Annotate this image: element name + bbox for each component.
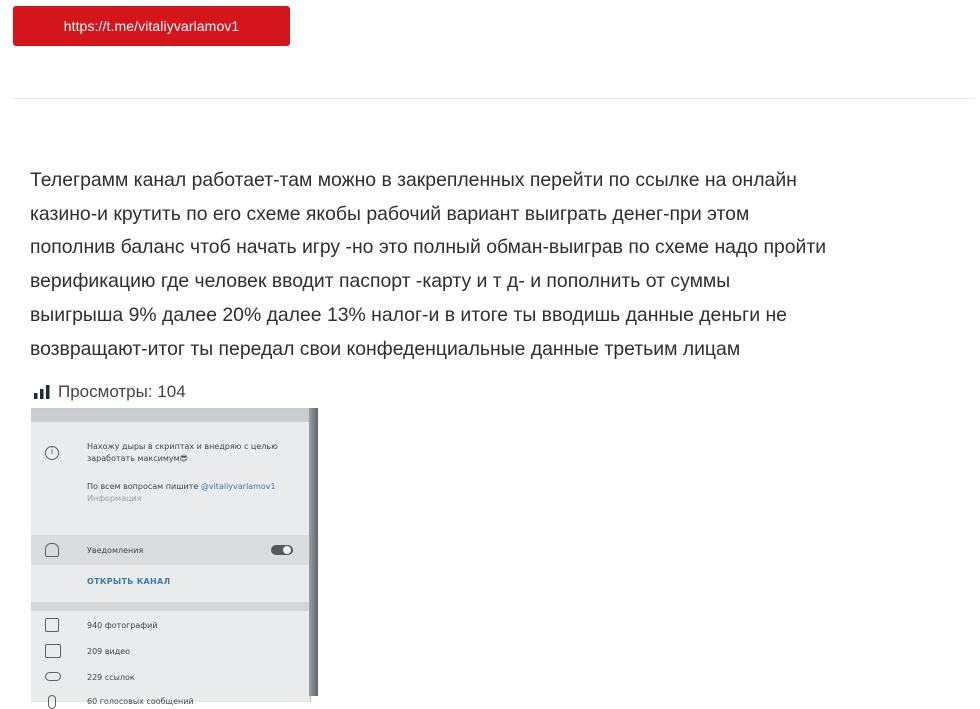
media-label: 940 фотографий bbox=[87, 621, 158, 630]
screenshot-photo bbox=[31, 408, 318, 706]
phone-bezel bbox=[309, 408, 318, 696]
media-label: 209 видео bbox=[87, 647, 131, 656]
info-line: заработать максимум😎 bbox=[87, 454, 188, 463]
contact-prefix: По всем вопросам пишите bbox=[87, 482, 201, 491]
post-line: казино-и крутить по его схеме якобы рабочий вариант выиграть денег-при этом bbox=[30, 202, 750, 225]
post-line: Телеграмм канал работает-там можно в закрепленных перейти по ссылке на онлайн bbox=[30, 169, 797, 191]
channel-link-button[interactable]: https://t.me/vitaliyvarlamov1 bbox=[13, 6, 290, 46]
post-line: возвращают-итог ты передал свои конфеденциальные данные третьим лицам bbox=[30, 337, 741, 360]
section-separator bbox=[31, 602, 310, 611]
divider bbox=[12, 98, 974, 99]
mic-icon bbox=[48, 695, 56, 709]
photo-icon bbox=[45, 618, 59, 632]
media-label: 60 голосовых сообщений bbox=[87, 697, 194, 706]
open-channel-label: ОТКРЫТЬ КАНАЛ bbox=[87, 577, 171, 586]
post-line: пополнив баланс чтоб начать игру -но это полный обман-выиграв по схеме надо пройти bbox=[30, 236, 827, 259]
post-line: верификацию где человек вводит паспорт -карту и т д- и пополнить от суммы bbox=[30, 270, 731, 293]
link-icon bbox=[45, 672, 61, 681]
contact-line bbox=[87, 482, 276, 491]
info-caption: Информация bbox=[87, 494, 142, 503]
info-line: Нахожу дыры в скриптах и внедряю с целью bbox=[87, 442, 278, 451]
notifications-toggle bbox=[271, 545, 293, 555]
post-line: выигрыша 9% далее 20% далее 13% налог-и в итоге ты вводишь данные деньги не bbox=[30, 303, 787, 326]
media-label: 229 ссылок bbox=[87, 673, 135, 682]
bell-icon bbox=[45, 543, 59, 557]
contact-handle: @vitaliyvarlamov1 bbox=[200, 482, 276, 491]
notifications-label: Уведомления bbox=[87, 546, 144, 555]
info-icon: i bbox=[45, 446, 59, 460]
video-icon bbox=[45, 644, 61, 658]
views-label: Просмотры: 104 bbox=[58, 382, 186, 401]
phone-screen bbox=[31, 422, 311, 706]
views-counter bbox=[34, 382, 186, 402]
notifications-row bbox=[31, 535, 310, 565]
bar-chart-icon bbox=[34, 385, 50, 399]
post-text bbox=[30, 164, 965, 366]
